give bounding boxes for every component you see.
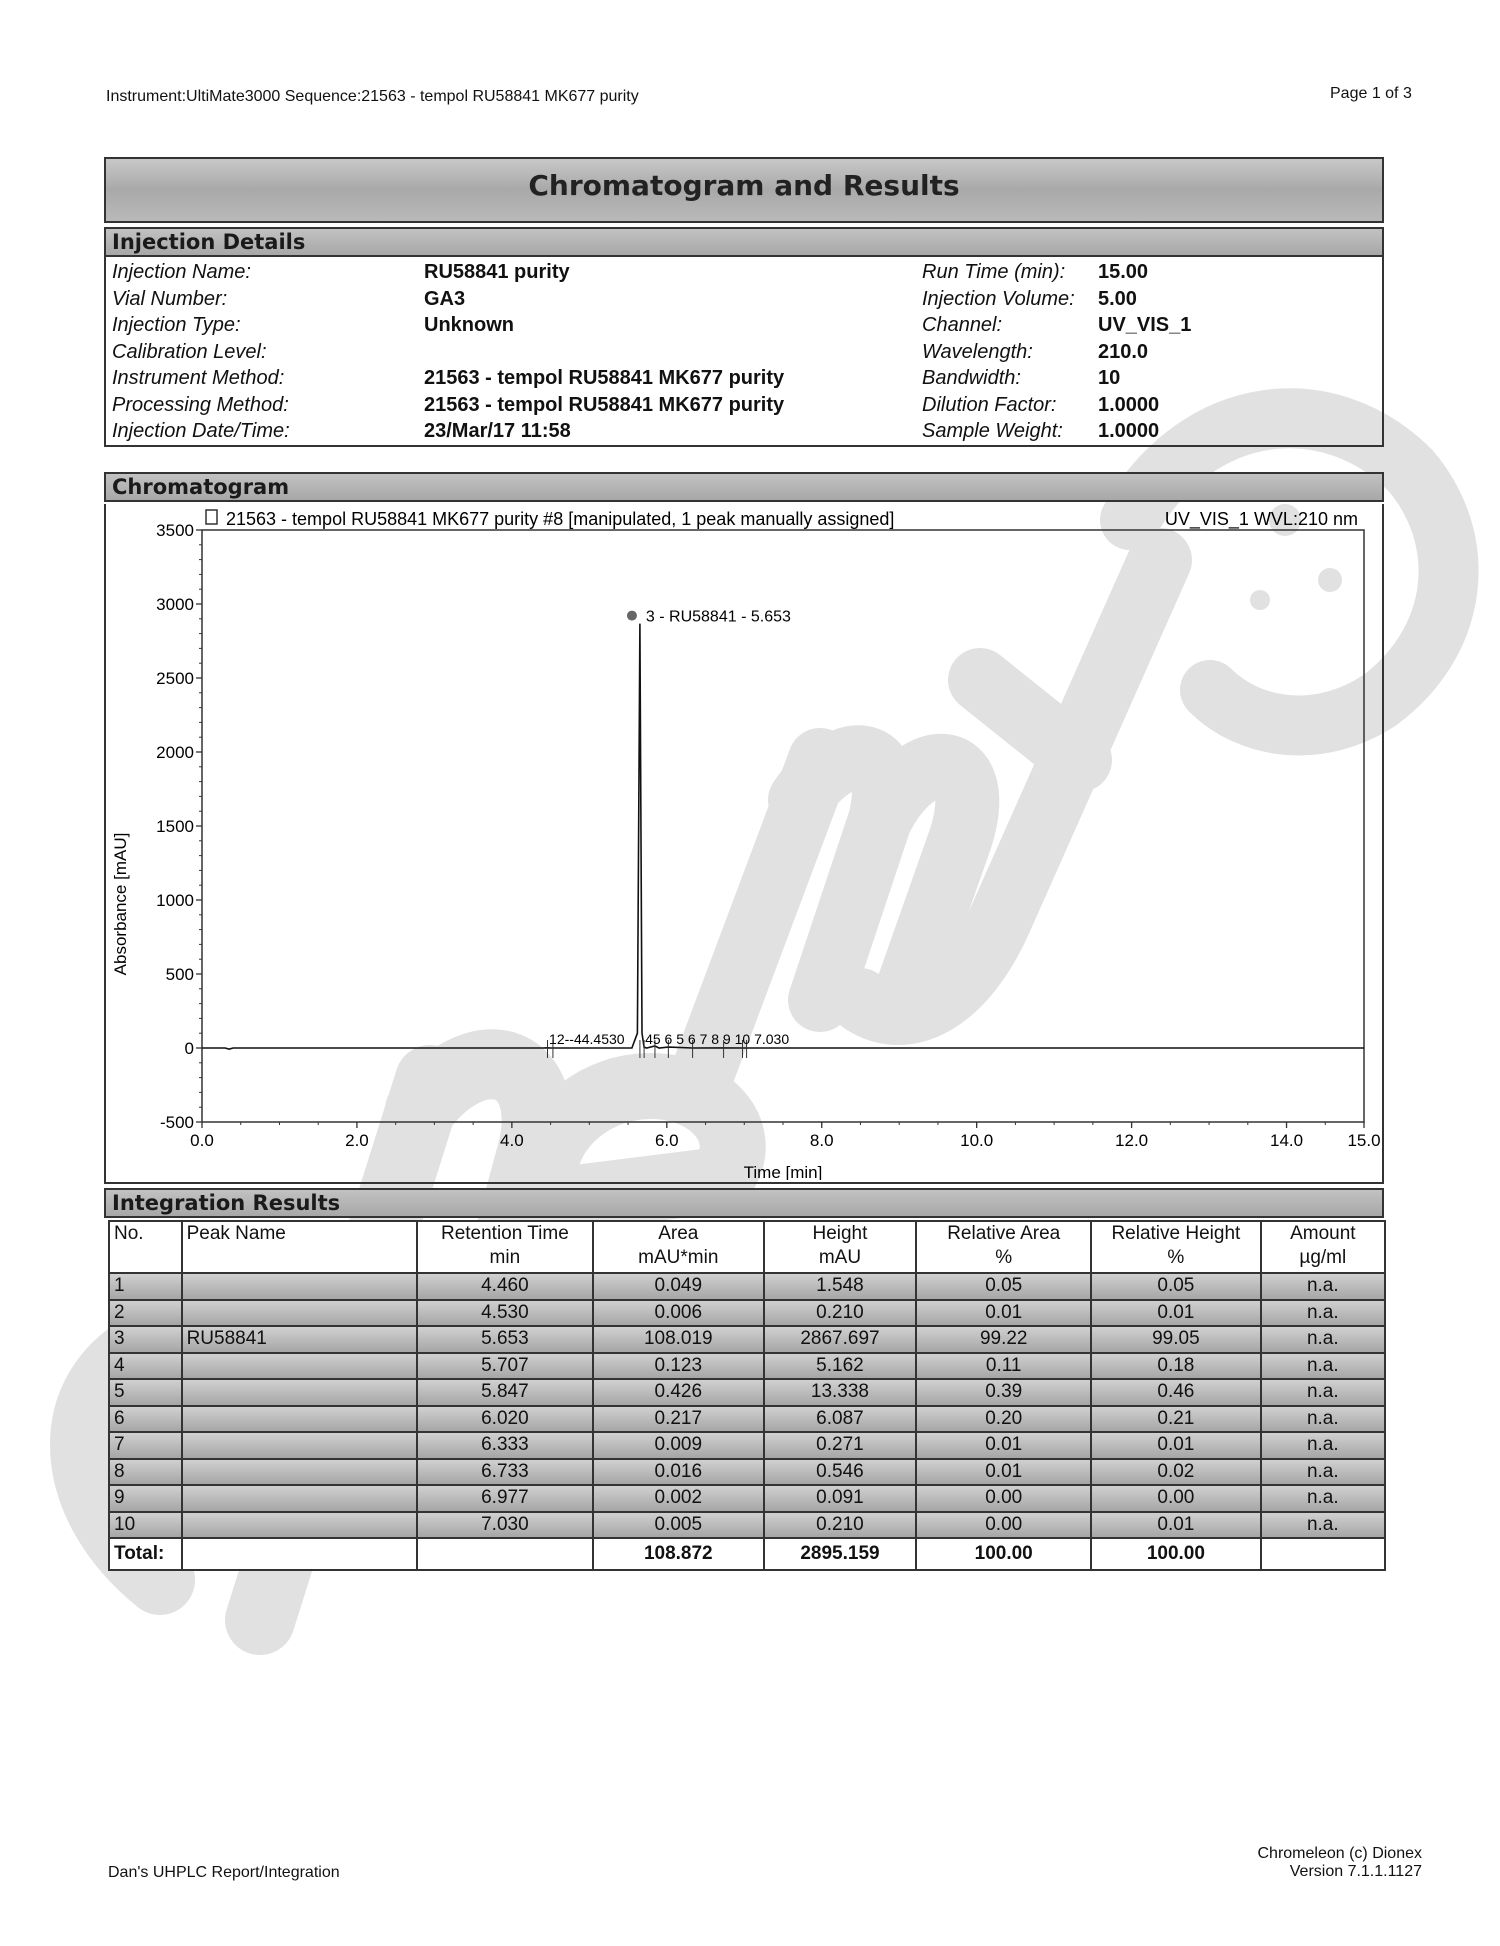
table-cell: 2867.697 — [764, 1326, 917, 1353]
table-row — [109, 1353, 1385, 1380]
table-cell: 0.00 — [916, 1512, 1091, 1539]
column-header — [1091, 1221, 1260, 1273]
detail-label: Wavelength: — [922, 340, 1033, 363]
footer-version: Version 7.1.1.1127 — [1289, 1863, 1422, 1880]
detail-label: Channel: — [922, 314, 1003, 336]
column-unit: % — [995, 1247, 1013, 1268]
table-cell: 0.00 — [916, 1485, 1091, 1512]
table-cell: 0.20 — [916, 1406, 1091, 1433]
total-cell: Total: — [109, 1538, 182, 1570]
table-cell — [182, 1300, 417, 1327]
detail-label: Dilution Factor: — [922, 393, 1057, 416]
detail-value: 1.0000 — [1098, 393, 1160, 416]
column-header — [109, 1221, 182, 1273]
column-header — [593, 1221, 764, 1273]
y-tick-label: -500 — [159, 1113, 194, 1132]
total-cell — [182, 1538, 417, 1570]
injection-details-label: Injection Details — [112, 230, 306, 254]
plot-title: 21563 - tempol RU58841 MK677 purity #8 [manipulated, 1 peak manually assigned] — [226, 509, 895, 529]
table-cell: 5 — [109, 1379, 182, 1406]
table-cell: n.a. — [1261, 1512, 1385, 1539]
table-cell — [182, 1273, 417, 1300]
column-title: Peak Name — [186, 1223, 286, 1244]
x-tick-label: 14.0 — [1269, 1131, 1304, 1150]
table-cell: n.a. — [1261, 1485, 1385, 1512]
table-cell: 6.977 — [417, 1485, 593, 1512]
chromatogram-box — [104, 504, 1384, 1184]
y-axis-label: Absorbance [mAU] — [111, 832, 130, 976]
detail-value: GA3 — [424, 287, 466, 310]
table-cell: 0.01 — [916, 1459, 1091, 1486]
detail-label: Calibration Level: — [112, 340, 267, 363]
column-title: Height — [812, 1223, 868, 1244]
table-cell: 5.653 — [417, 1326, 593, 1353]
table-cell: 5.162 — [764, 1353, 917, 1380]
table-cell: RU58841 — [182, 1326, 417, 1353]
detail-label: Injection Date/Time: — [112, 420, 290, 442]
y-tick-label: 3000 — [156, 595, 194, 614]
total-cell — [1261, 1538, 1385, 1570]
table-cell: 0.210 — [764, 1512, 917, 1539]
x-tick-label: 12.0 — [1115, 1131, 1149, 1150]
table-cell: n.a. — [1261, 1379, 1385, 1406]
table-cell: 0.02 — [1091, 1459, 1260, 1486]
table-cell: 4 — [109, 1353, 182, 1380]
column-unit: % — [1167, 1247, 1185, 1268]
table-row — [109, 1300, 1385, 1327]
total-cell: 100.00 — [1091, 1538, 1260, 1570]
detail-label: Injection Name: — [112, 261, 251, 283]
doc-icon — [206, 510, 217, 524]
table-cell: 0.05 — [1091, 1273, 1260, 1300]
x-tick-label: 10.0 — [960, 1131, 994, 1150]
column-unit: mAU*min — [638, 1247, 719, 1268]
integration-results-table — [108, 1220, 1386, 1571]
table-cell: 0.01 — [916, 1300, 1091, 1327]
table-cell — [182, 1406, 417, 1433]
y-tick-label: 500 — [165, 965, 194, 984]
y-tick-label: 1000 — [156, 891, 194, 910]
detail-value: 1.0000 — [1098, 420, 1160, 442]
table-row — [109, 1485, 1385, 1512]
table-cell: 0.11 — [916, 1353, 1091, 1380]
table-cell: 1 — [109, 1273, 182, 1300]
table-cell: 0.46 — [1091, 1379, 1260, 1406]
column-title: Retention Time — [440, 1223, 569, 1244]
table-cell: 4.530 — [417, 1300, 593, 1327]
detail-value: Unknown — [424, 314, 514, 336]
table-cell: 99.05 — [1091, 1326, 1260, 1353]
table-cell: n.a. — [1261, 1406, 1385, 1433]
y-tick-label: 2000 — [156, 743, 194, 762]
column-title: Area — [658, 1223, 699, 1244]
table-cell: 0.01 — [1091, 1300, 1260, 1327]
footer-right — [1257, 1845, 1422, 1881]
total-cell: 100.00 — [916, 1538, 1091, 1570]
detail-value: RU58841 purity — [424, 261, 570, 283]
footer-left: Dan's UHPLC Report/Integration — [108, 1864, 340, 1881]
page-title: Chromatogram and Results — [528, 169, 960, 202]
detail-label: Processing Method: — [112, 393, 289, 416]
footer-software: Chromeleon (c) Dionex — [1257, 1845, 1422, 1862]
table-cell: 6.333 — [417, 1432, 593, 1459]
detail-label: Instrument Method: — [112, 367, 285, 389]
table-cell: n.a. — [1261, 1326, 1385, 1353]
table-cell: 6 — [109, 1406, 182, 1433]
total-row — [109, 1538, 1385, 1570]
table-cell: 6.733 — [417, 1459, 593, 1486]
integration-results-header — [104, 1188, 1384, 1218]
table-row — [109, 1326, 1385, 1353]
injection-details-header — [104, 227, 1384, 257]
table-cell: 13.338 — [764, 1379, 917, 1406]
table-cell: 0.210 — [764, 1300, 917, 1327]
x-tick-label: 2.0 — [345, 1131, 369, 1150]
table-cell: 0.002 — [593, 1485, 764, 1512]
table-cell: n.a. — [1261, 1273, 1385, 1300]
peak-marker-icon — [627, 611, 637, 621]
table-row — [109, 1273, 1385, 1300]
total-cell — [417, 1538, 593, 1570]
detail-value: 210.0 — [1098, 340, 1149, 363]
table-cell — [182, 1353, 417, 1380]
table-cell: 7 — [109, 1432, 182, 1459]
column-header — [916, 1221, 1091, 1273]
table-cell: 0.049 — [593, 1273, 764, 1300]
x-tick-label: 6.0 — [654, 1131, 679, 1150]
detail-label: Vial Number: — [112, 287, 228, 310]
column-title: Amount — [1290, 1223, 1356, 1244]
detail-value: 23/Mar/17 11:58 — [424, 420, 571, 442]
chromatogram-label: Chromatogram — [112, 475, 290, 499]
x-tick-label: 15.0 — [1347, 1131, 1381, 1150]
peak-labels-left: 12--44.4530 — [549, 1031, 625, 1047]
integration-results-label: Integration Results — [112, 1191, 341, 1215]
table-cell: n.a. — [1261, 1353, 1385, 1380]
table-cell: n.a. — [1261, 1300, 1385, 1327]
column-header — [182, 1221, 417, 1273]
main-peak-label: 3 - RU58841 - 5.653 — [645, 608, 791, 626]
table-cell: 0.01 — [1091, 1512, 1260, 1539]
table-cell — [182, 1379, 417, 1406]
column-unit: µg/ml — [1299, 1247, 1347, 1268]
table-cell — [182, 1485, 417, 1512]
column-header — [417, 1221, 593, 1273]
table-cell: 0.01 — [1091, 1432, 1260, 1459]
column-header — [1261, 1221, 1385, 1273]
table-cell: 2 — [109, 1300, 182, 1327]
table-row — [109, 1459, 1385, 1486]
table-cell: 6.087 — [764, 1406, 917, 1433]
y-tick-label: 1500 — [156, 817, 194, 836]
table-cell: 0.009 — [593, 1432, 764, 1459]
x-tick-label: 0.0 — [190, 1131, 214, 1150]
column-title: Relative Area — [947, 1223, 1061, 1244]
table-cell: 0.546 — [764, 1459, 917, 1486]
table-cell: 0.39 — [916, 1379, 1091, 1406]
peak-labels-right: 45 6 5 6 7 8 9 10 7.030 — [645, 1031, 790, 1047]
x-tick-label: 4.0 — [500, 1131, 524, 1150]
table-cell: 0.21 — [1091, 1406, 1260, 1433]
table-cell: 0.016 — [593, 1459, 764, 1486]
detail-label: Run Time (min): — [922, 261, 1066, 283]
chromatogram-header — [104, 472, 1384, 502]
column-unit: mAU — [818, 1247, 862, 1268]
table-cell — [182, 1459, 417, 1486]
table-cell: 5.847 — [417, 1379, 593, 1406]
table-cell: 6.020 — [417, 1406, 593, 1433]
table-cell: 0.01 — [916, 1432, 1091, 1459]
detail-label: Sample Weight: — [922, 420, 1063, 442]
column-title: Relative Height — [1111, 1223, 1241, 1244]
detail-value: 5.00 — [1098, 287, 1137, 310]
detail-value: 21563 - tempol RU58841 MK677 purity — [424, 393, 785, 416]
table-cell: 0.426 — [593, 1379, 764, 1406]
detail-value: 10 — [1098, 367, 1121, 389]
table-cell: 0.00 — [1091, 1485, 1260, 1512]
table-cell: 10 — [109, 1512, 182, 1539]
x-tick-label: 8.0 — [809, 1131, 834, 1150]
table-cell: n.a. — [1261, 1459, 1385, 1486]
detail-value: UV_VIS_1 — [1098, 314, 1192, 336]
injection-details-box — [104, 255, 1384, 447]
detail-label: Bandwidth: — [922, 367, 1021, 389]
page-number: Page 1 of 3 — [1330, 85, 1412, 102]
table-cell: 0.006 — [593, 1300, 764, 1327]
table-cell: 0.217 — [593, 1406, 764, 1433]
table-cell: 0.18 — [1091, 1353, 1260, 1380]
table-cell: 8 — [109, 1459, 182, 1486]
y-tick-label: 0 — [184, 1039, 194, 1058]
total-cell: 2895.159 — [764, 1538, 917, 1570]
detail-value: 15.00 — [1098, 261, 1149, 283]
table-cell: 0.005 — [593, 1512, 764, 1539]
table-cell: 108.019 — [593, 1326, 764, 1353]
column-unit: min — [489, 1247, 521, 1268]
table-cell: 4.460 — [417, 1273, 593, 1300]
table-row — [109, 1406, 1385, 1433]
table-cell: 0.123 — [593, 1353, 764, 1380]
table-cell: 0.05 — [916, 1273, 1091, 1300]
title-banner — [104, 157, 1384, 223]
chromatogram-trace — [202, 624, 1364, 1050]
column-title: No. — [114, 1223, 144, 1244]
table-row — [109, 1512, 1385, 1539]
table-row — [109, 1432, 1385, 1459]
table-cell: 99.22 — [916, 1326, 1091, 1353]
table-cell: 7.030 — [417, 1512, 593, 1539]
y-tick-label: 3500 — [156, 521, 194, 540]
table-row — [109, 1379, 1385, 1406]
instrument-sequence-header: Instrument:UltiMate3000 Sequence:21563 - tempol RU58841 MK677 purity — [106, 88, 639, 105]
detail-label: Injection Type: — [112, 314, 241, 336]
total-cell: 108.872 — [593, 1538, 764, 1570]
y-tick-label: 2500 — [156, 669, 194, 688]
channel-label: UV_VIS_1 WVL:210 nm — [1164, 509, 1358, 529]
table-cell: 9 — [109, 1485, 182, 1512]
table-cell: 0.271 — [764, 1432, 917, 1459]
table-cell: 5.707 — [417, 1353, 593, 1380]
chromatogram-chart — [106, 504, 1382, 1180]
table-cell: n.a. — [1261, 1432, 1385, 1459]
column-header — [764, 1221, 917, 1273]
detail-label: Injection Volume: — [922, 287, 1075, 310]
table-cell: 3 — [109, 1326, 182, 1353]
table-cell — [182, 1432, 417, 1459]
table-cell: 0.091 — [764, 1485, 917, 1512]
detail-value: 21563 - tempol RU58841 MK677 purity — [424, 367, 785, 389]
x-axis-label: Time [min] — [743, 1163, 823, 1180]
table-cell — [182, 1512, 417, 1539]
table-cell: 1.548 — [764, 1273, 917, 1300]
